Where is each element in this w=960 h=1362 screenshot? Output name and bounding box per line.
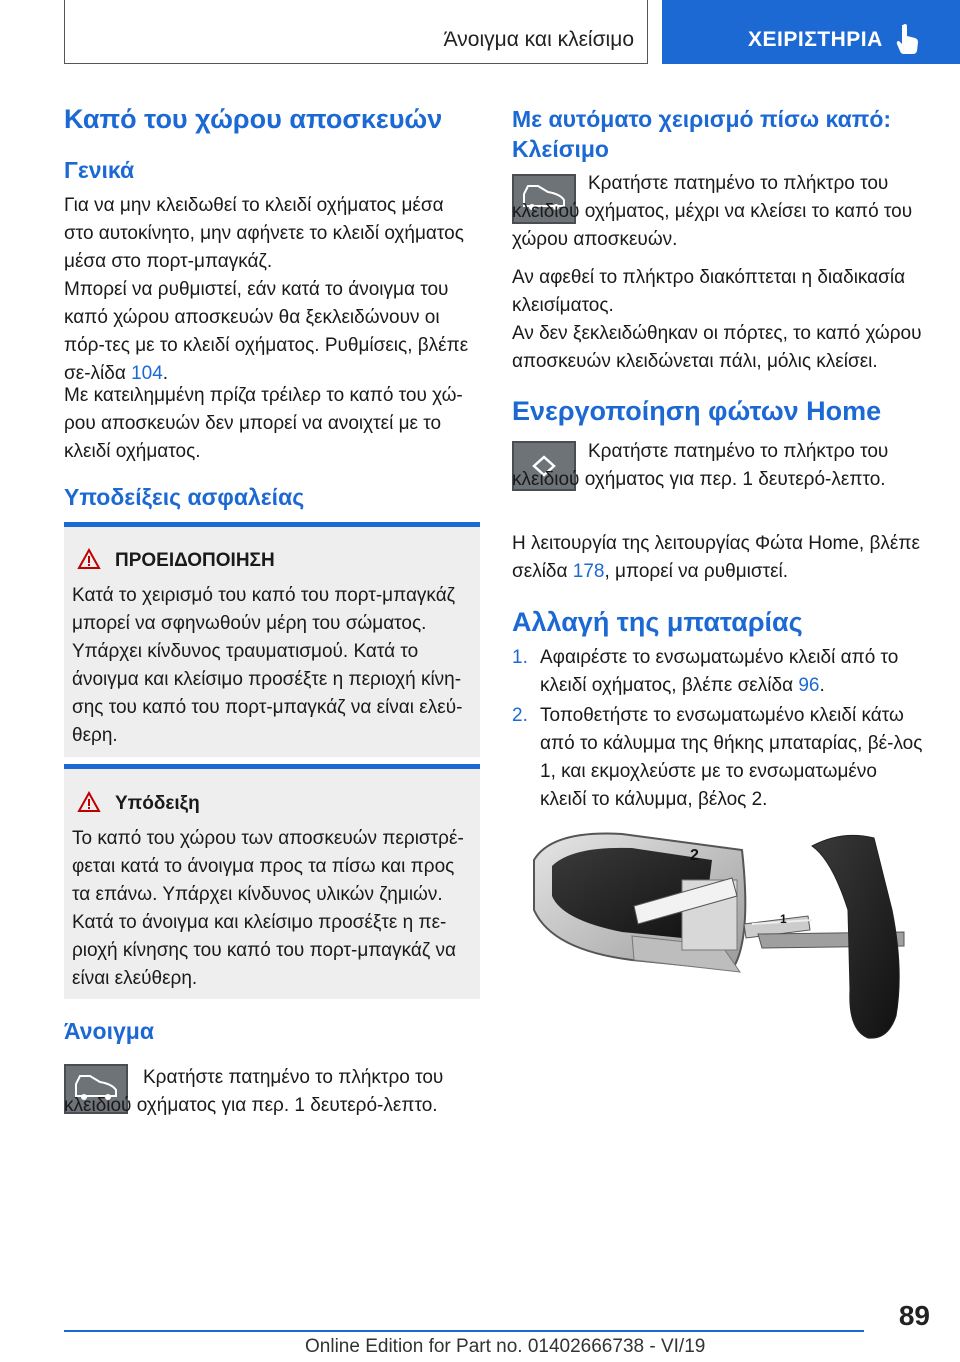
general-paragraph-1: Για να μην κλειδωθεί το κλειδί οχήματος μέσα στο αυτοκίνητο, μην αφήνετε το κλειδί οχήματος μέσα στο πορτ-μπαγκάζ. xyxy=(64,195,464,272)
notice-text: Το καπό του χώρου των αποσκευών περιστρέ-φεται κατά το άνοιγμα προς τα πίσω και προς τα επάνω. Υπάρχει κίνδυνος υλικών ζημιών. Κατά το άνοιγμα και κλείσιμο προσέξτε η πε-ριοχή κίνησης του καπό του πορτ-μπαγκάζ να είναι ελεύθερη. xyxy=(72,828,464,989)
heading-opening: Άνοιγμα xyxy=(64,1018,154,1044)
heading-battery: Αλλαγή της μπαταρίας xyxy=(512,607,803,637)
warning-title: ΠΡΟΕΙΔΟΠΟΙΗΣΗ xyxy=(115,550,275,571)
auto-close-paragraph-2: Αν αφεθεί το πλήκτρο διακόπτεται η διαδικασία κλεισίματος. xyxy=(512,267,906,316)
section-title: Άνοιγμα και κλείσιμο xyxy=(443,28,634,51)
auto-close-paragraph-3: Αν δεν ξεκλειδώθηκαν οι πόρτες, το καπό χώρου αποσκευών κλειδώνεται πάλι, μόλις κλείσει. xyxy=(512,323,922,372)
general-paragraph-3: Με κατειλημμένη πρίζα τρέιλερ το καπό του χώ-ρου αποσκευών δεν μπορεί να ανοιχτεί με το κλειδί οχήματος. xyxy=(64,385,463,462)
auto-close-text: Κρατήστε πατημένο το πλήκτρο του κλειδιού οχήματος, μέχρι να κλείσει το καπό του χώρου αποσκευών. xyxy=(512,173,913,250)
footer-edition: Online Edition for Part no. 01402666738 - VI/19 xyxy=(305,1336,706,1357)
battery-step-1: 1. Αφαιρέστε το ενσωματωμένο κλειδί από το κλειδί οχήματος, βλέπε σελίδα 96. xyxy=(512,647,899,696)
notice-triangle-icon xyxy=(77,791,101,813)
vehicle-key-battery-illustration xyxy=(512,820,928,1060)
notice-title: Υπόδειξη xyxy=(115,793,200,814)
page-link[interactable]: 104 xyxy=(131,363,163,384)
heading-home-lights: Ενεργοποίηση φώτων Home xyxy=(512,396,882,426)
arrow-label-1: 1 xyxy=(780,912,787,926)
home-lights-text: Κρατήστε πατημένο το πλήκτρο του κλειδιού οχήματος για περ. 1 δευτερό-λεπτο. xyxy=(512,441,889,490)
battery-step-2: 2. Τοποθετήστε το ενσωματωμένο κλειδί κάτω από το κάλυμμα της θήκης μπαταρίας, βέ-λος 1, και εκμοχλεύστε με το ενσωματωμένο κλειδί το κάλυμμα, βέλος 2. xyxy=(512,705,923,810)
heading-safety: Υποδείξεις ασφαλείας xyxy=(64,484,305,510)
page-title: Καπό του χώρου αποσκευών xyxy=(64,104,443,134)
page-link[interactable]: 178 xyxy=(572,561,605,582)
opening-text: Κρατήστε πατημένο το πλήκτρο του κλειδιού οχήματος για περ. 1 δευτερό-λεπτο. xyxy=(64,1067,444,1116)
chapter-tab-label: ΧΕΙΡΙΣΤΗΡΙΑ xyxy=(748,28,883,51)
hand-pointer-icon xyxy=(890,22,924,56)
heading-general: Γενικά xyxy=(64,157,135,183)
arrow-label-2: 2 xyxy=(690,847,699,864)
page-link[interactable]: 96 xyxy=(798,675,820,696)
warning-triangle-icon xyxy=(77,548,101,570)
warning-text: Κατά το χειρισμό του καπό του πορτ-μπαγκάζ μπορεί να σφηνωθούν μέρη του σώματος. Υπάρχει κίνδυνος τραυματισμού. Κατά το άνοιγμα και κλείσιμο προσέξτε η περιοχή κίνη-σης του καπό του πορτ-μπαγκάζ να είναι ελεύ-θερη. xyxy=(72,585,463,746)
footer-rule xyxy=(64,1330,864,1332)
home-lights-paragraph-2: Η λειτουργία της λειτουργίας Φώτα Home, βλέπε σελίδα 178, μπορεί να ρυθμιστεί. xyxy=(512,533,920,582)
general-paragraph-2: Μπορεί να ρυθμιστεί, εάν κατά το άνοιγμα του καπό χώρου αποσκευών θα ξεκλειδώνουν οι πόρ-τες με το κλειδί οχήματος. Ρυθμίσεις, βλέπε σε-λίδα 104. xyxy=(64,279,469,384)
heading-auto-close: Με αυτόματο χειρισμό πίσω καπό: Κλείσιμο xyxy=(512,106,892,162)
page-number: 89 xyxy=(898,1300,930,1331)
